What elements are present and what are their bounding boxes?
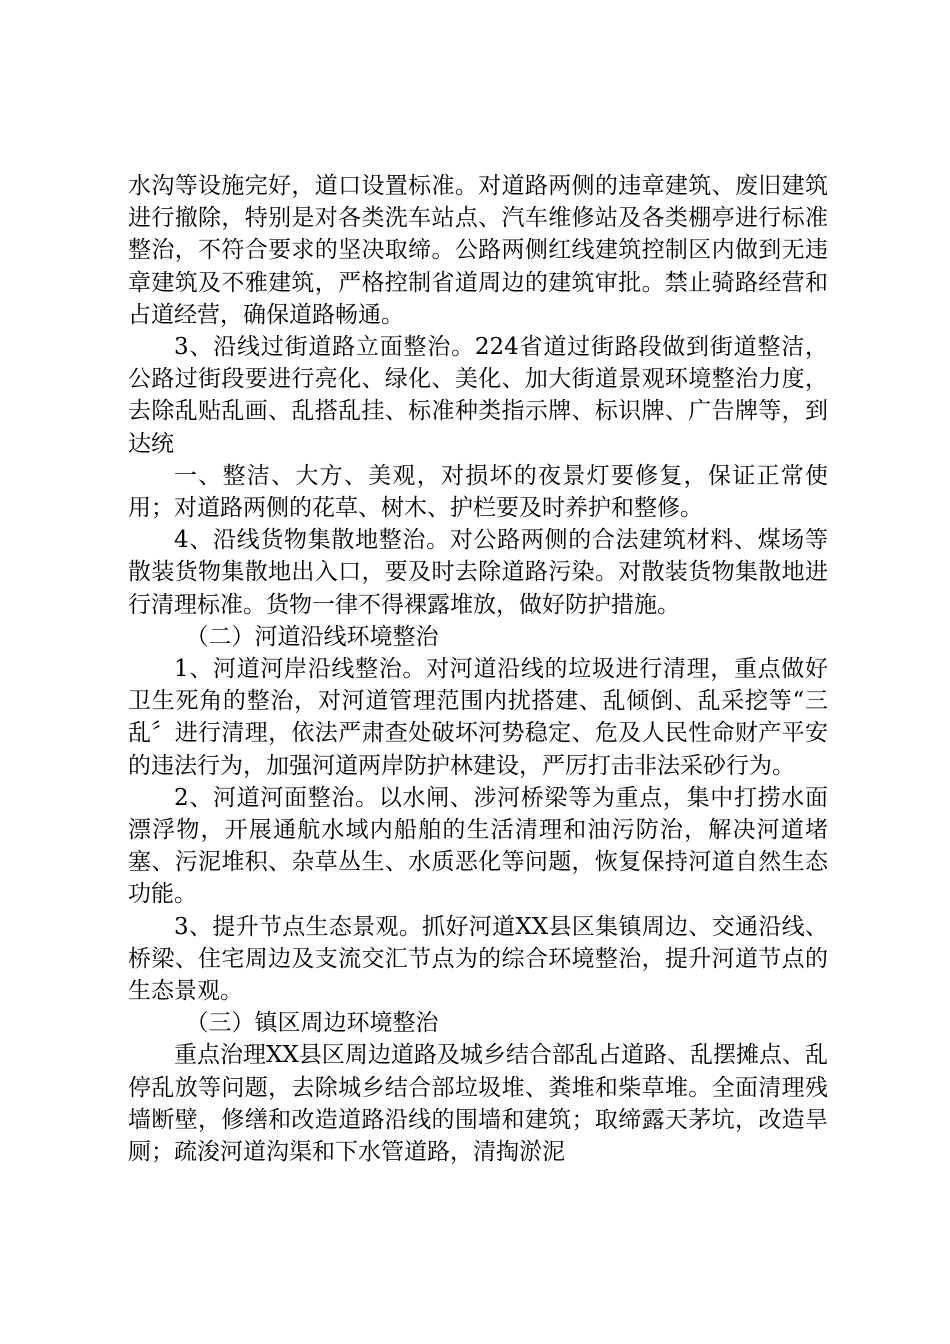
paragraph-riverbank: 1、河道河岸沿线整治。对河道沿线的垃圾进行清理，重点做好卫生死角的整治，对河道管理范围内扰搭建、乱倾倒、乱采挖等“三乱〞进行清理，依法严肃查处破坏河势稳定、危及人民性命财产平安的违法行为，加强河道两岸防护林建设，严厉打击非法采砂行为。	[128, 656, 828, 779]
paragraph-ecological-landscape: 3、提升节点生态景观。抓好河道XX县区集镇周边、交通沿线、桥梁、住宅周边及支流交汇节点为的综合环境整治，提升河道节点的生态景观。	[128, 913, 828, 1005]
section-heading-river: （二）河道沿线环境整治	[185, 623, 439, 650]
section-heading-town: （三）镇区周边环境整治	[185, 1010, 439, 1037]
paragraph-road-facilities: 水沟等设施完好，道口设置标准。对道路两侧的违章建筑、废旧建筑进行撤除，特别是对各类洗车站点、汽车维修站及各类棚亭进行标准整治，不符合要求的坚决取缔。公路两侧红线建筑控制区内做到无违章建筑及不雅建筑，严格控制省道周边的建筑审批。禁止骑路经营和占道经营，确保道路畅通。	[128, 173, 828, 328]
paragraph-street-facade: 3、沿线过街道路立面整治。224省道过街路段做到街道整洁，公路过街段要进行亮化、绿化、美化、加大街道景观环境整治力度，去除乱贴乱画、乱搭乱挂、标准种类指示牌、标识牌、广告牌等，到达统	[128, 334, 828, 457]
paragraph-river-surface: 2、河道河面整治。以水闸、涉河桥梁等为重点，集中打捞水面漂浮物，开展通航水域内船舶的生活清理和油污防治，解决河道堵塞、污泥堆积、杂草丛生、水质恶化等问题，恢复保持河道自然生态功能。	[128, 784, 828, 908]
paragraph-uniform-appearance: 一、整洁、大方、美观，对损坏的夜景灯要修复，保证正常使用；对道路两侧的花草、树木、护栏要及时养护和整修。	[128, 462, 828, 522]
paragraph-town-surroundings: 重点治理XX县区周边道路及城乡结合部乱占道路、乱摆摊点、乱停乱放等问题，去除城乡结合部垃圾堆、粪堆和柴草堆。全面清理残墙断壁，修缮和改造道路沿线的围墙和建筑；取缔露天茅坑，改造旱厕；疏浚河道沟渠和下水管道路，清掏淤泥	[128, 1042, 828, 1166]
document-body	[128, 170, 828, 1168]
paragraph-cargo-distribution: 4、沿线货物集散地整治。对公路两侧的合法建筑材料、煤场等散装货物集散地出入口，要及时去除道路污染。对散装货物集散地进行清理标准。货物一律不得裸露堆放，做好防护措施。	[128, 527, 828, 618]
